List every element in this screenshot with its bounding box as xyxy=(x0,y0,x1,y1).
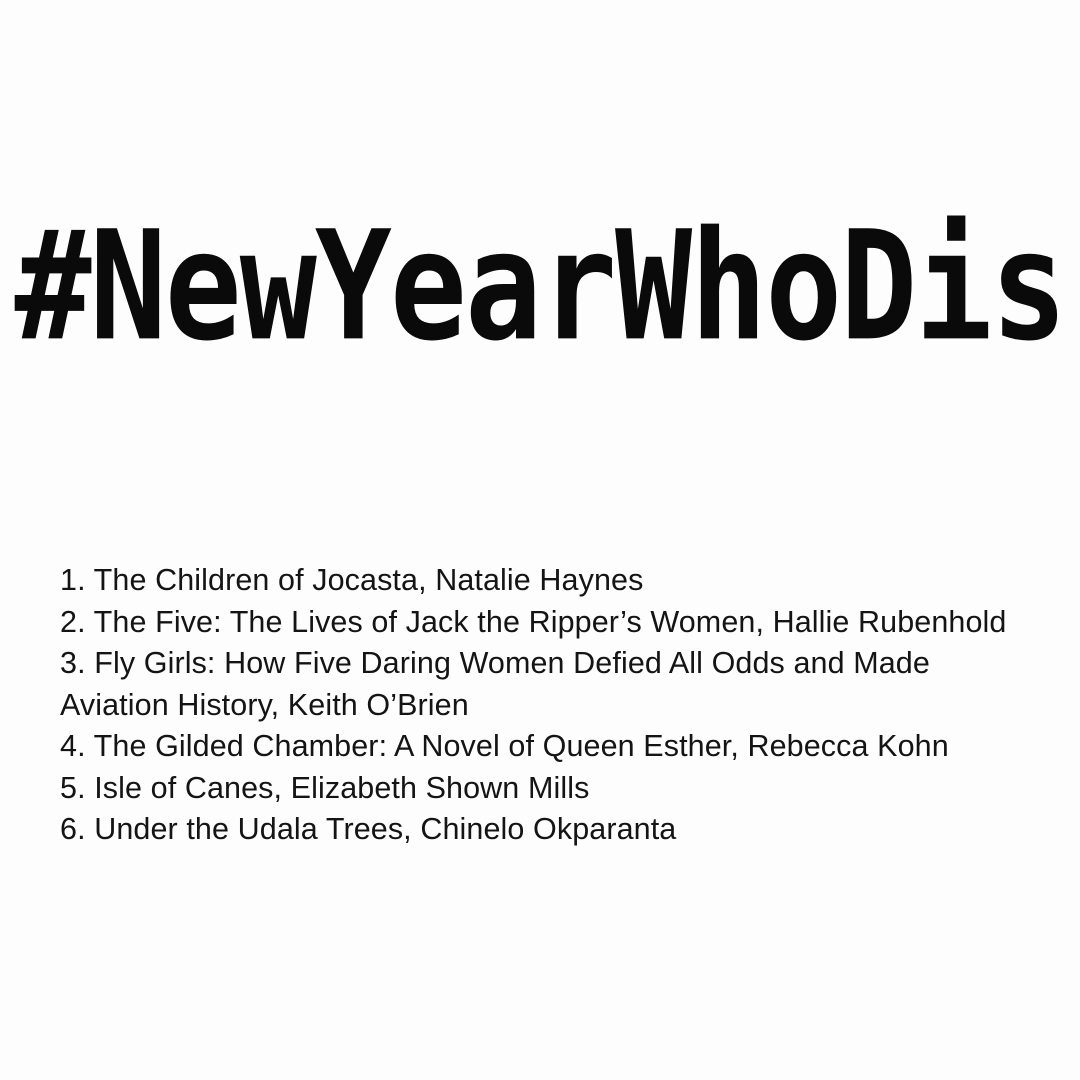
list-item: 2. The Five: The Lives of Jack the Ripper’s Women, Hallie Rubenhold xyxy=(60,604,1007,639)
list-item: 1. The Children of Jocasta, Natalie Haynes xyxy=(60,563,644,597)
list-item: 4. The Gilded Chamber: A Novel of Queen Esther, Rebecca Kohn xyxy=(60,729,949,763)
list-item: 6. Under the Udala Trees, Chinelo Okparanta xyxy=(60,812,677,846)
list-item: 3. Fly Girls: How Five Daring Women Defied All Odds and Made Aviation History, Keith O’Brien xyxy=(60,646,930,722)
book-list xyxy=(60,560,1010,851)
page-title: #NewYearWhoDis xyxy=(14,199,1066,375)
list-item: 5. Isle of Canes, Elizabeth Shown Mills xyxy=(60,770,590,805)
